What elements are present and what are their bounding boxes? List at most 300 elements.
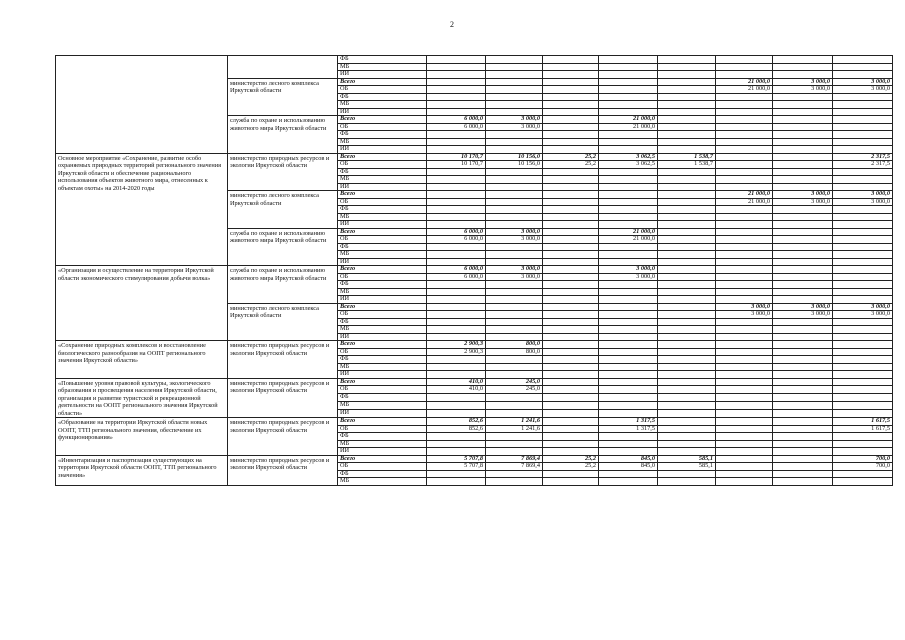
amount-cell bbox=[773, 296, 833, 304]
amount-cell bbox=[773, 176, 833, 184]
amount-cell bbox=[543, 243, 599, 251]
amount-cell bbox=[486, 183, 543, 191]
amount-cell bbox=[486, 243, 543, 251]
amount-cell bbox=[658, 378, 716, 386]
amount-cell bbox=[599, 221, 658, 229]
amount-cell bbox=[427, 71, 486, 79]
amount-cell bbox=[658, 138, 716, 146]
amount-cell bbox=[599, 356, 658, 364]
amount-cell: 800,0 bbox=[486, 341, 543, 349]
amount-cell bbox=[427, 101, 486, 109]
amount-cell: 1 241,6 bbox=[486, 425, 543, 433]
funding-source-cell: ФБ bbox=[338, 470, 427, 478]
amount-cell bbox=[658, 273, 716, 281]
amount-cell bbox=[833, 258, 893, 266]
amount-cell bbox=[773, 123, 833, 131]
amount-cell bbox=[543, 363, 599, 371]
table-row bbox=[56, 418, 893, 426]
amount-cell bbox=[716, 138, 773, 146]
amount-cell bbox=[543, 258, 599, 266]
amount-cell: 10 156,0 bbox=[486, 161, 543, 169]
amount-cell: 6 000,0 bbox=[427, 116, 486, 124]
amount-cell bbox=[427, 198, 486, 206]
amount-cell bbox=[773, 251, 833, 259]
amount-cell bbox=[773, 138, 833, 146]
amount-cell bbox=[773, 402, 833, 410]
amount-cell bbox=[427, 108, 486, 116]
amount-cell: 245,0 bbox=[486, 386, 543, 394]
amount-cell: 3 000,0 bbox=[773, 198, 833, 206]
amount-cell bbox=[486, 198, 543, 206]
amount-cell bbox=[833, 228, 893, 236]
executor-cell: министерство природных ресурсов и экологии Иркутской области bbox=[228, 341, 338, 379]
amount-cell bbox=[658, 394, 716, 402]
amount-cell: 1 317,5 bbox=[599, 418, 658, 426]
amount-cell: 3 000,0 bbox=[599, 273, 658, 281]
amount-cell bbox=[658, 266, 716, 274]
amount-cell bbox=[599, 311, 658, 319]
amount-cell: 3 062,5 bbox=[599, 161, 658, 169]
amount-cell bbox=[658, 168, 716, 176]
funding-source-cell: МБ bbox=[338, 402, 427, 410]
funding-source-cell: ИИ bbox=[338, 333, 427, 341]
amount-cell bbox=[427, 303, 486, 311]
funding-source-cell: ФБ bbox=[338, 168, 427, 176]
amount-cell: 6 000,0 bbox=[427, 123, 486, 131]
amount-cell bbox=[716, 153, 773, 161]
amount-cell bbox=[543, 213, 599, 221]
amount-cell bbox=[543, 288, 599, 296]
funding-source-cell: Всего bbox=[338, 341, 427, 349]
amount-cell bbox=[543, 281, 599, 289]
amount-cell bbox=[599, 333, 658, 341]
amount-cell bbox=[427, 470, 486, 478]
amount-cell bbox=[833, 108, 893, 116]
amount-cell bbox=[716, 243, 773, 251]
amount-cell bbox=[427, 56, 486, 64]
amount-cell bbox=[427, 78, 486, 86]
amount-cell bbox=[599, 176, 658, 184]
amount-cell bbox=[486, 363, 543, 371]
amount-cell bbox=[427, 138, 486, 146]
amount-cell bbox=[773, 288, 833, 296]
amount-cell bbox=[543, 371, 599, 379]
amount-cell bbox=[427, 363, 486, 371]
amount-cell bbox=[833, 183, 893, 191]
amount-cell bbox=[716, 161, 773, 169]
amount-cell bbox=[833, 123, 893, 131]
amount-cell bbox=[658, 440, 716, 448]
amount-cell: 2 900,3 bbox=[427, 348, 486, 356]
amount-cell bbox=[716, 440, 773, 448]
amount-cell bbox=[773, 378, 833, 386]
amount-cell: 3 000,0 bbox=[773, 86, 833, 94]
amount-cell: 10 156,0 bbox=[486, 153, 543, 161]
funding-source-cell: Всего bbox=[338, 378, 427, 386]
amount-cell bbox=[543, 56, 599, 64]
amount-cell: 5 707,8 bbox=[427, 455, 486, 463]
funding-source-cell: ФБ bbox=[338, 56, 427, 64]
amount-cell: 25,2 bbox=[543, 463, 599, 471]
table-row bbox=[56, 455, 893, 463]
amount-cell bbox=[833, 318, 893, 326]
funding-source-cell: Всего bbox=[338, 266, 427, 274]
amount-cell bbox=[599, 348, 658, 356]
activity-description: «Повышение уровня правовой культуры, экологического образования и просвещения населения Иркутской области, организация и развитие туристской и рекреационной деятельности на ООПТ регионального значения Иркутской области» bbox=[56, 378, 228, 418]
amount-cell: 700,0 bbox=[833, 463, 893, 471]
funding-source-cell: ИИ bbox=[338, 146, 427, 154]
amount-cell bbox=[543, 251, 599, 259]
amount-cell bbox=[486, 258, 543, 266]
amount-cell bbox=[599, 371, 658, 379]
funding-source-cell: ИИ bbox=[338, 258, 427, 266]
amount-cell bbox=[486, 108, 543, 116]
amount-cell bbox=[543, 93, 599, 101]
amount-cell bbox=[599, 56, 658, 64]
amount-cell bbox=[716, 455, 773, 463]
amount-cell bbox=[486, 470, 543, 478]
amount-cell bbox=[716, 448, 773, 456]
funding-source-cell: ИИ bbox=[338, 221, 427, 229]
amount-cell bbox=[773, 168, 833, 176]
activity-description: Основное мероприятие «Сохранение, развитие особо охраняемых природных территорий регионального значения Иркутской области и обеспечение рационального использования объектов животного мира, отнесенных к объектам охоты» на 2014-2020 годы bbox=[56, 153, 228, 266]
amount-cell bbox=[543, 168, 599, 176]
amount-cell bbox=[599, 326, 658, 334]
amount-cell bbox=[599, 131, 658, 139]
amount-cell: 1 317,5 bbox=[599, 425, 658, 433]
amount-cell bbox=[658, 296, 716, 304]
amount-cell bbox=[543, 108, 599, 116]
amount-cell bbox=[427, 402, 486, 410]
funding-source-cell: МБ bbox=[338, 478, 427, 486]
amount-cell: 6 000,0 bbox=[427, 273, 486, 281]
amount-cell bbox=[833, 266, 893, 274]
amount-cell: 3 000,0 bbox=[773, 311, 833, 319]
amount-cell bbox=[427, 243, 486, 251]
amount-cell bbox=[543, 348, 599, 356]
executor-cell: министерство природных ресурсов и экологии Иркутской области bbox=[228, 418, 338, 456]
amount-cell bbox=[773, 394, 833, 402]
amount-cell bbox=[427, 258, 486, 266]
amount-cell bbox=[599, 93, 658, 101]
amount-cell bbox=[716, 116, 773, 124]
funding-source-cell: ОБ bbox=[338, 236, 427, 244]
amount-cell bbox=[599, 470, 658, 478]
amount-cell bbox=[716, 131, 773, 139]
amount-cell bbox=[658, 333, 716, 341]
amount-cell bbox=[658, 191, 716, 199]
funding-source-cell: МБ bbox=[338, 363, 427, 371]
amount-cell bbox=[716, 108, 773, 116]
amount-cell bbox=[716, 168, 773, 176]
funding-source-cell: ОБ bbox=[338, 463, 427, 471]
amount-cell bbox=[658, 236, 716, 244]
amount-cell bbox=[716, 146, 773, 154]
amount-cell bbox=[486, 296, 543, 304]
amount-cell bbox=[599, 168, 658, 176]
amount-cell bbox=[716, 213, 773, 221]
amount-cell bbox=[833, 131, 893, 139]
amount-cell: 3 000,0 bbox=[833, 78, 893, 86]
amount-cell bbox=[543, 470, 599, 478]
funding-source-cell: ИИ bbox=[338, 296, 427, 304]
amount-cell bbox=[486, 101, 543, 109]
amount-cell bbox=[716, 93, 773, 101]
amount-cell bbox=[658, 288, 716, 296]
funding-source-cell: ИИ bbox=[338, 71, 427, 79]
amount-cell bbox=[833, 281, 893, 289]
funding-source-cell: ФБ bbox=[338, 93, 427, 101]
funding-source-cell: Всего bbox=[338, 191, 427, 199]
amount-cell: 6 000,0 bbox=[427, 266, 486, 274]
amount-cell bbox=[716, 394, 773, 402]
amount-cell: 2 317,5 bbox=[833, 153, 893, 161]
funding-source-cell: Всего bbox=[338, 303, 427, 311]
amount-cell: 3 000,0 bbox=[599, 266, 658, 274]
amount-cell bbox=[658, 470, 716, 478]
amount-cell bbox=[833, 341, 893, 349]
executor-cell: министерство природных ресурсов и экологии Иркутской области bbox=[228, 378, 338, 418]
executor-cell bbox=[228, 56, 338, 79]
amount-cell bbox=[716, 341, 773, 349]
amount-cell bbox=[773, 266, 833, 274]
amount-cell bbox=[543, 326, 599, 334]
amount-cell bbox=[543, 378, 599, 386]
amount-cell: 3 000,0 bbox=[486, 123, 543, 131]
amount-cell bbox=[773, 146, 833, 154]
table-row bbox=[56, 56, 893, 64]
amount-cell bbox=[658, 478, 716, 486]
amount-cell bbox=[486, 440, 543, 448]
amount-cell bbox=[773, 153, 833, 161]
amount-cell bbox=[543, 386, 599, 394]
funding-source-cell: ОБ bbox=[338, 161, 427, 169]
amount-cell: 245,0 bbox=[486, 378, 543, 386]
amount-cell bbox=[833, 243, 893, 251]
amount-cell bbox=[543, 356, 599, 364]
amount-cell bbox=[773, 470, 833, 478]
amount-cell bbox=[658, 108, 716, 116]
amount-cell bbox=[773, 281, 833, 289]
funding-source-cell: ОБ bbox=[338, 86, 427, 94]
amount-cell bbox=[658, 281, 716, 289]
amount-cell bbox=[773, 273, 833, 281]
amount-cell bbox=[486, 356, 543, 364]
amount-cell: 700,0 bbox=[833, 455, 893, 463]
amount-cell bbox=[658, 258, 716, 266]
amount-cell bbox=[716, 273, 773, 281]
amount-cell bbox=[716, 288, 773, 296]
table-row bbox=[56, 341, 893, 349]
amount-cell bbox=[599, 258, 658, 266]
amount-cell: 845,0 bbox=[599, 455, 658, 463]
amount-cell bbox=[486, 93, 543, 101]
amount-cell bbox=[658, 371, 716, 379]
amount-cell bbox=[486, 71, 543, 79]
amount-cell bbox=[773, 326, 833, 334]
amount-cell bbox=[427, 311, 486, 319]
amount-cell bbox=[543, 198, 599, 206]
amount-cell bbox=[773, 371, 833, 379]
amount-cell bbox=[543, 78, 599, 86]
amount-cell: 3 000,0 bbox=[833, 191, 893, 199]
amount-cell bbox=[773, 440, 833, 448]
amount-cell bbox=[658, 425, 716, 433]
amount-cell bbox=[833, 348, 893, 356]
amount-cell bbox=[486, 221, 543, 229]
amount-cell: 410,0 bbox=[427, 386, 486, 394]
amount-cell bbox=[773, 333, 833, 341]
amount-cell bbox=[658, 123, 716, 131]
amount-cell: 852,6 bbox=[427, 425, 486, 433]
amount-cell bbox=[543, 146, 599, 154]
amount-cell bbox=[833, 176, 893, 184]
amount-cell: 2 900,3 bbox=[427, 341, 486, 349]
amount-cell bbox=[716, 386, 773, 394]
amount-cell bbox=[833, 356, 893, 364]
amount-cell bbox=[716, 251, 773, 259]
amount-cell: 3 000,0 bbox=[716, 303, 773, 311]
amount-cell bbox=[543, 123, 599, 131]
amount-cell bbox=[486, 311, 543, 319]
funding-source-cell: ИИ bbox=[338, 108, 427, 116]
amount-cell bbox=[716, 378, 773, 386]
amount-cell bbox=[543, 228, 599, 236]
funding-source-cell: ФБ bbox=[338, 131, 427, 139]
amount-cell bbox=[716, 348, 773, 356]
amount-cell bbox=[427, 448, 486, 456]
amount-cell bbox=[427, 326, 486, 334]
executor-cell: служба по охране и использованию животного мира Иркутской области bbox=[228, 266, 338, 304]
amount-cell bbox=[543, 176, 599, 184]
amount-cell: 21 000,0 bbox=[716, 198, 773, 206]
amount-cell bbox=[543, 296, 599, 304]
amount-cell bbox=[543, 86, 599, 94]
amount-cell bbox=[599, 86, 658, 94]
amount-cell bbox=[833, 116, 893, 124]
amount-cell bbox=[773, 206, 833, 214]
amount-cell bbox=[658, 176, 716, 184]
amount-cell bbox=[716, 371, 773, 379]
amount-cell bbox=[427, 478, 486, 486]
amount-cell bbox=[716, 236, 773, 244]
executor-cell: министерство природных ресурсов и экологии Иркутской области bbox=[228, 153, 338, 191]
amount-cell bbox=[599, 303, 658, 311]
amount-cell bbox=[427, 168, 486, 176]
amount-cell bbox=[486, 281, 543, 289]
amount-cell bbox=[658, 356, 716, 364]
amount-cell bbox=[599, 410, 658, 418]
amount-cell bbox=[486, 191, 543, 199]
amount-cell bbox=[773, 108, 833, 116]
funding-source-cell: Всего bbox=[338, 153, 427, 161]
amount-cell bbox=[658, 101, 716, 109]
amount-cell bbox=[716, 258, 773, 266]
amount-cell bbox=[599, 63, 658, 71]
amount-cell bbox=[773, 161, 833, 169]
amount-cell bbox=[427, 318, 486, 326]
amount-cell bbox=[658, 146, 716, 154]
amount-cell bbox=[543, 116, 599, 124]
amount-cell bbox=[658, 93, 716, 101]
amount-cell bbox=[833, 273, 893, 281]
amount-cell bbox=[543, 418, 599, 426]
amount-cell bbox=[486, 146, 543, 154]
activity-description bbox=[56, 56, 228, 154]
amount-cell bbox=[658, 63, 716, 71]
amount-cell bbox=[658, 206, 716, 214]
funding-source-cell: Всего bbox=[338, 116, 427, 124]
amount-cell bbox=[543, 273, 599, 281]
amount-cell bbox=[599, 198, 658, 206]
funding-source-cell: ОБ bbox=[338, 198, 427, 206]
amount-cell bbox=[427, 440, 486, 448]
amount-cell bbox=[773, 228, 833, 236]
funding-source-cell: ФБ bbox=[338, 206, 427, 214]
amount-cell: 1 617,5 bbox=[833, 418, 893, 426]
amount-cell bbox=[773, 478, 833, 486]
amount-cell bbox=[658, 183, 716, 191]
funding-source-cell: ИИ bbox=[338, 448, 427, 456]
amount-cell: 10 170,7 bbox=[427, 153, 486, 161]
amount-cell: 1 538,7 bbox=[658, 153, 716, 161]
amount-cell bbox=[833, 440, 893, 448]
amount-cell bbox=[658, 131, 716, 139]
amount-cell bbox=[427, 221, 486, 229]
amount-cell bbox=[427, 356, 486, 364]
amount-cell bbox=[658, 402, 716, 410]
amount-cell bbox=[716, 71, 773, 79]
amount-cell bbox=[427, 86, 486, 94]
amount-cell bbox=[658, 311, 716, 319]
amount-cell bbox=[833, 363, 893, 371]
funding-source-cell: МБ bbox=[338, 326, 427, 334]
amount-cell bbox=[599, 191, 658, 199]
amount-cell: 3 000,0 bbox=[486, 116, 543, 124]
amount-cell bbox=[427, 183, 486, 191]
budget-table bbox=[55, 55, 893, 486]
amount-cell bbox=[599, 101, 658, 109]
amount-cell bbox=[427, 146, 486, 154]
amount-cell: 21 000,0 bbox=[599, 123, 658, 131]
amount-cell bbox=[658, 303, 716, 311]
amount-cell: 3 000,0 bbox=[833, 198, 893, 206]
amount-cell bbox=[543, 333, 599, 341]
amount-cell: 3 000,0 bbox=[833, 303, 893, 311]
amount-cell bbox=[486, 78, 543, 86]
amount-cell bbox=[658, 56, 716, 64]
page-number: 2 bbox=[450, 20, 454, 29]
amount-cell bbox=[427, 410, 486, 418]
amount-cell bbox=[427, 281, 486, 289]
amount-cell bbox=[543, 478, 599, 486]
funding-source-cell: МБ bbox=[338, 440, 427, 448]
amount-cell bbox=[716, 56, 773, 64]
amount-cell bbox=[658, 221, 716, 229]
amount-cell bbox=[599, 183, 658, 191]
amount-cell: 3 000,0 bbox=[833, 311, 893, 319]
amount-cell: 1 617,5 bbox=[833, 425, 893, 433]
amount-cell bbox=[486, 433, 543, 441]
funding-source-cell: ИИ bbox=[338, 183, 427, 191]
amount-cell bbox=[658, 251, 716, 259]
amount-cell bbox=[543, 303, 599, 311]
funding-source-cell: ФБ bbox=[338, 318, 427, 326]
amount-cell bbox=[833, 93, 893, 101]
amount-cell bbox=[658, 198, 716, 206]
amount-cell: 25,2 bbox=[543, 455, 599, 463]
amount-cell bbox=[427, 433, 486, 441]
